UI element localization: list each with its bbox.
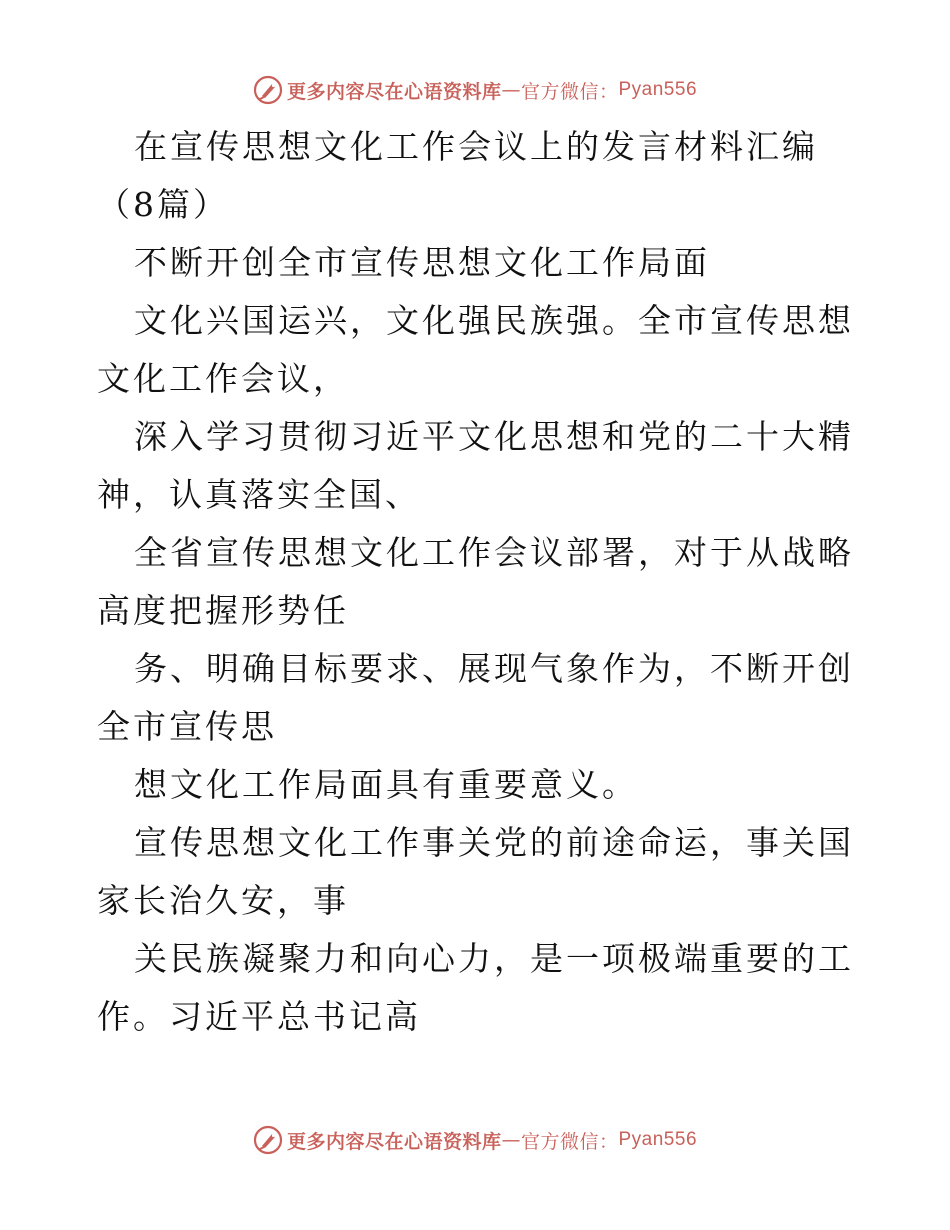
banner-dash: — <box>501 79 521 101</box>
banner-dash: — <box>501 1129 521 1151</box>
paragraph: 深入学习贯彻习近平文化思想和党的二十大精神，认真落实全国、 <box>97 417 854 514</box>
footer-watermark-banner <box>0 1120 950 1160</box>
paragraph: 关民族凝聚力和向心力，是一项极端重要的工作。习近平总书记高 <box>97 939 854 1036</box>
banner-wechat-label: 官方微信： <box>520 80 619 103</box>
paragraph: 全省宣传思想文化工作会议部署，对于从战略高度把握形势任 <box>97 533 854 630</box>
banner-site-text: 更多内容尽在心语资料库 <box>286 1130 502 1153</box>
document-body <box>97 118 857 1046</box>
banner-wechat-id: Pyan556 <box>618 1129 698 1150</box>
paragraph: 务、明确目标要求、展现气象作为，不断开创全市宣传思 <box>97 649 854 746</box>
banner-wechat-label: 官方微信： <box>520 1130 619 1153</box>
section-heading: 不断开创全市宣传思想文化工作局面 <box>134 243 710 282</box>
banner-wechat-id: Pyan556 <box>618 79 698 100</box>
banner-site-text: 更多内容尽在心语资料库 <box>286 80 502 103</box>
pen-nib-logo-icon <box>253 1125 283 1155</box>
paragraph: 文化兴国运兴，文化强民族强。全市宣传思想文化工作会议， <box>97 301 854 398</box>
document-title: 在宣传思想文化工作会议上的发言材料汇编（8篇） <box>97 127 818 224</box>
pen-nib-logo-icon <box>253 75 283 105</box>
paragraph: 想文化工作局面具有重要意义。 <box>134 765 638 804</box>
header-watermark-banner <box>0 70 950 110</box>
paragraph: 宣传思想文化工作事关党的前途命运，事关国家长治久安，事 <box>97 823 854 920</box>
